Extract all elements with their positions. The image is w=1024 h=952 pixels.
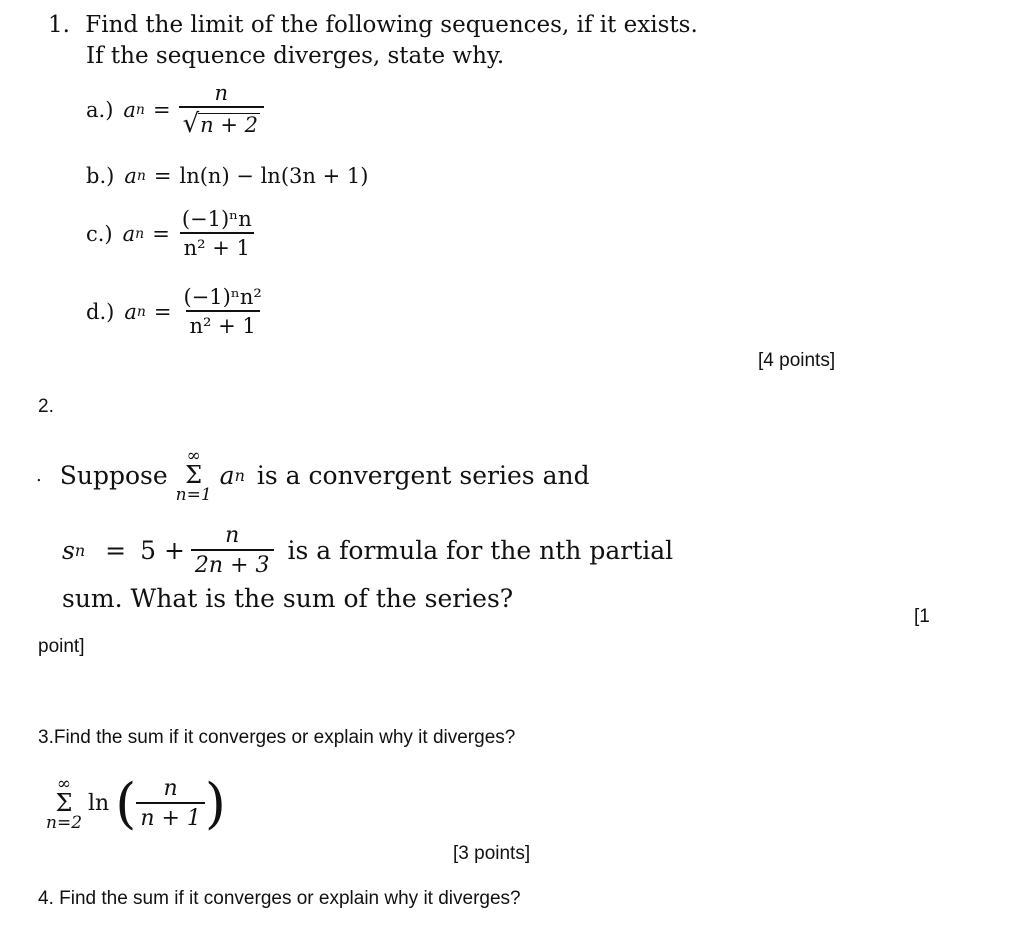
part-a xyxy=(86,81,264,140)
sigma-icon: Σ xyxy=(55,789,73,818)
problem-3-fraction xyxy=(136,777,205,830)
problem-2-line3: sum. What is the sum of the series? xyxy=(62,584,514,613)
part-d-denominator: n² + 1 xyxy=(186,310,260,337)
sqrt-symbol xyxy=(182,109,260,140)
problem-3-sum-symbol xyxy=(46,776,82,831)
problem-2-line2 xyxy=(62,524,673,577)
radical-icon: √ xyxy=(182,109,200,140)
problem-2-line1 xyxy=(36,448,590,503)
part-a-eq: = xyxy=(152,97,171,122)
problem-2-five-plus: 5 + xyxy=(140,536,185,566)
problem-1-number: 1. xyxy=(48,12,70,38)
problem-3-ln: ln xyxy=(88,791,110,817)
problem-2-number: 2. xyxy=(38,396,54,417)
problem-1-points: [4 points] xyxy=(758,350,836,371)
part-a-label: a.) xyxy=(86,97,114,122)
part-b-label: b.) xyxy=(86,164,115,188)
left-paren-icon: ( xyxy=(115,771,137,835)
problem-2-after-frac: is a formula for the nth partial xyxy=(287,536,674,566)
part-a-fraction xyxy=(179,81,264,140)
problem-2-points-a: [1 xyxy=(914,606,930,627)
part-a-lhs: a xyxy=(123,97,136,122)
problem-1-line1: Find the limit of the following sequences, if it exists. xyxy=(85,12,698,38)
problem-2-sn: s xyxy=(62,536,75,566)
problem-2-after-sum: is a convergent series and xyxy=(256,461,590,491)
part-b-expression: ln(n) − ln(3n + 1) xyxy=(179,164,369,188)
problem-2-bullet: . xyxy=(36,465,42,487)
part-d-label: d.) xyxy=(86,299,115,324)
problem-2-eq: = xyxy=(105,536,127,566)
problem-2-frac-den: 2n + 3 xyxy=(191,549,274,577)
part-c-denominator: n² + 1 xyxy=(180,232,254,259)
part-a-sub: n xyxy=(135,101,145,118)
part-c-fraction xyxy=(178,208,256,259)
problem-1-heading xyxy=(48,12,698,38)
part-c-label: c.) xyxy=(86,221,113,246)
problem-1-line2: If the sequence diverges, state why. xyxy=(86,43,505,69)
problem-2-sn-sub: n xyxy=(74,541,86,561)
right-paren-icon: ) xyxy=(204,771,226,835)
problem-3-prompt: 3.Find the sum if it converges or explain why it diverges? xyxy=(38,727,516,748)
problem-2-points-b: point] xyxy=(38,636,85,657)
problem-2-term: a xyxy=(219,461,235,491)
part-a-radicand: n + 2 xyxy=(200,112,258,137)
sum-lower-limit: n=1 xyxy=(175,484,212,505)
problem-2-sum-symbol xyxy=(176,448,212,503)
part-d: d.) a n = $\frac{\text{(−1)ⁿn²}}{\text{n² + 1}}$ xyxy=(86,286,266,337)
sum-lower-limit: n=2 xyxy=(46,812,83,833)
sigma-icon: Σ xyxy=(185,461,203,490)
sum-upper-limit: ∞ xyxy=(186,446,201,466)
problem-4-prompt: 4. Find the sum if it converges or explain why it diverges? xyxy=(38,888,521,909)
problem-3-points: [3 points] xyxy=(453,843,531,864)
problem-3-frac-den: n + 1 xyxy=(136,802,205,830)
problem-2-fraction xyxy=(191,524,274,577)
problem-2-frac-num: n xyxy=(225,523,240,548)
part-a-denominator xyxy=(179,106,264,140)
part-c: c.) a n = $\frac{\text{(−1)ⁿn}}{\text{n² + 1}}$ xyxy=(86,208,256,259)
problem-2-term-sub: n xyxy=(234,466,245,486)
part-d-fraction xyxy=(179,286,265,337)
part-d-numerator: (−1)ⁿn² xyxy=(183,285,262,309)
problem-2-suppose: Suppose xyxy=(59,461,168,491)
part-a-numerator: n xyxy=(214,81,229,105)
sum-upper-limit: ∞ xyxy=(56,774,72,794)
problem-3-frac-num: n xyxy=(163,775,178,801)
problem-3-expression xyxy=(46,771,226,835)
part-c-numerator: (−1)ⁿn xyxy=(181,207,252,231)
part-b: b.) a n = ln(n) − ln(3n + 1) xyxy=(86,164,369,188)
